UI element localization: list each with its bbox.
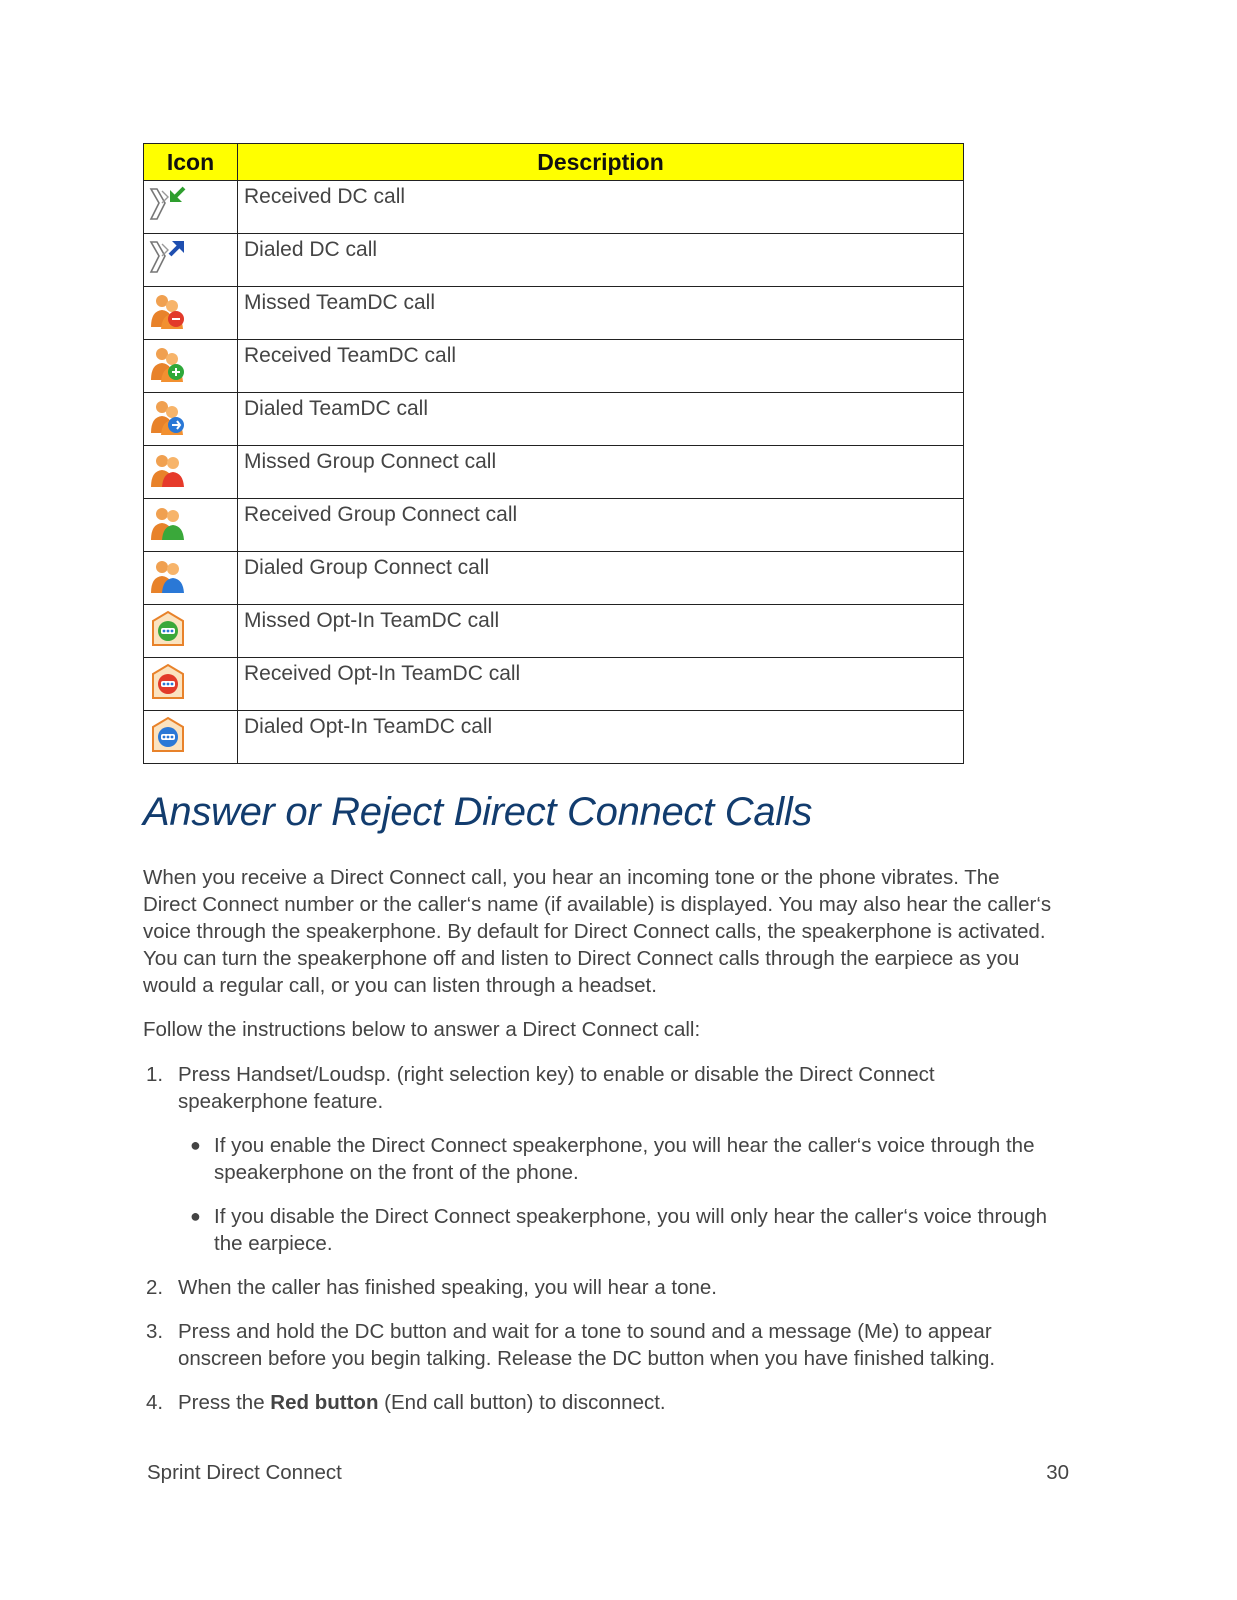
row-description: Dialed Opt-In TeamDC call (238, 711, 964, 764)
missed-optin-teamdc-icon (148, 609, 188, 649)
table-row (144, 446, 964, 499)
row-description: Dialed TeamDC call (238, 393, 964, 446)
step-text: Press the (178, 1391, 271, 1414)
step-number: 1. (146, 1063, 164, 1086)
table-row (144, 499, 964, 552)
dialed-optin-teamdc-icon (148, 715, 188, 755)
table-header-row (144, 144, 964, 181)
row-description: Missed Group Connect call (238, 446, 964, 499)
received-dc-icon (148, 185, 188, 225)
step-number: 3. (146, 1320, 164, 1343)
missed-teamdc-icon (148, 291, 188, 331)
bullet-text: If you disable the Direct Connect speakerphone, you will only hear the caller‘s voice through (214, 1205, 1047, 1228)
table-row (144, 393, 964, 446)
table-row (144, 287, 964, 340)
intro-line: voice through the speakerphone. By default for Direct Connect calls, the speakerphone is activated. (143, 920, 1046, 943)
table-row (144, 181, 964, 234)
step-text: onscreen before you begin talking. Release the DC button when you have finished talking. (178, 1347, 996, 1370)
table-row (144, 552, 964, 605)
section-heading: Answer or Reject Direct Connect Calls (143, 790, 813, 834)
dialed-group-connect-icon (148, 556, 188, 596)
intro-paragraph (143, 864, 1083, 999)
received-optin-teamdc-icon (148, 662, 188, 702)
instruction-steps (143, 1061, 1083, 1433)
red-button-label: Red button (270, 1391, 379, 1414)
row-description: Received Group Connect call (238, 499, 964, 552)
step-text: Press and hold the DC button and wait for a tone to sound and a message (Me) to appear (178, 1320, 992, 1343)
table-row (144, 234, 964, 287)
step-1 (143, 1061, 1083, 1257)
step-4 (143, 1389, 1083, 1416)
step-text: When the caller has finished speaking, you will hear a tone. (178, 1276, 718, 1299)
bullet-text: the earpiece. (214, 1232, 333, 1255)
bullet-item (178, 1132, 1083, 1186)
step-text: (End call button) to disconnect. (378, 1391, 666, 1414)
step-text: speakerphone feature. (178, 1090, 384, 1113)
step-1-bullets (178, 1132, 1083, 1257)
table-row (144, 658, 964, 711)
step-number: 2. (146, 1276, 164, 1299)
received-teamdc-icon (148, 344, 188, 384)
received-group-connect-icon (148, 503, 188, 543)
row-description: Dialed DC call (238, 234, 964, 287)
intro-line: When you receive a Direct Connect call, you hear an incoming tone or the phone vibrates. The (143, 866, 1000, 889)
intro-line: would a regular call, or you can listen through a headset. (143, 974, 657, 997)
dialed-teamdc-icon (148, 397, 188, 437)
bullet-item (178, 1203, 1083, 1257)
intro-line: Direct Connect number or the caller‘s name (if available) is displayed. You may also hear the caller‘s (143, 893, 1052, 916)
step-2 (143, 1274, 1083, 1301)
table-row (144, 711, 964, 764)
intro-line: You can turn the speakerphone off and listen to Direct Connect calls through the earpiece as you (143, 947, 1020, 970)
table-row (144, 340, 964, 393)
row-description: Dialed Group Connect call (238, 552, 964, 605)
bullet-text: If you enable the Direct Connect speakerphone, you will hear the caller‘s voice through the (214, 1134, 1035, 1157)
step-text: Press Handset/Loudsp. (right selection key) to enable or disable the Direct Connect (178, 1063, 935, 1086)
step-3 (143, 1318, 1083, 1372)
row-description: Missed TeamDC call (238, 287, 964, 340)
call-icons-table (143, 143, 964, 764)
bullet-text: speakerphone on the front of the phone. (214, 1161, 579, 1184)
row-description: Received TeamDC call (238, 340, 964, 393)
bullet-dot-icon: ● (190, 1135, 201, 1155)
missed-group-connect-icon (148, 450, 188, 490)
bullet-dot-icon: ● (190, 1206, 201, 1226)
step-number: 4. (146, 1391, 164, 1414)
row-description: Received Opt-In TeamDC call (238, 658, 964, 711)
table-row (144, 605, 964, 658)
dialed-dc-icon (148, 238, 188, 278)
row-description: Missed Opt-In TeamDC call (238, 605, 964, 658)
icon-column-header: Icon (144, 144, 238, 181)
row-description: Received DC call (238, 181, 964, 234)
description-column-header: Description (238, 144, 964, 181)
follow-instructions-text: Follow the instructions below to answer a Direct Connect call: (143, 1018, 701, 1041)
page-number: 30 (1046, 1461, 1069, 1484)
footer-section-title: Sprint Direct Connect (147, 1461, 342, 1484)
